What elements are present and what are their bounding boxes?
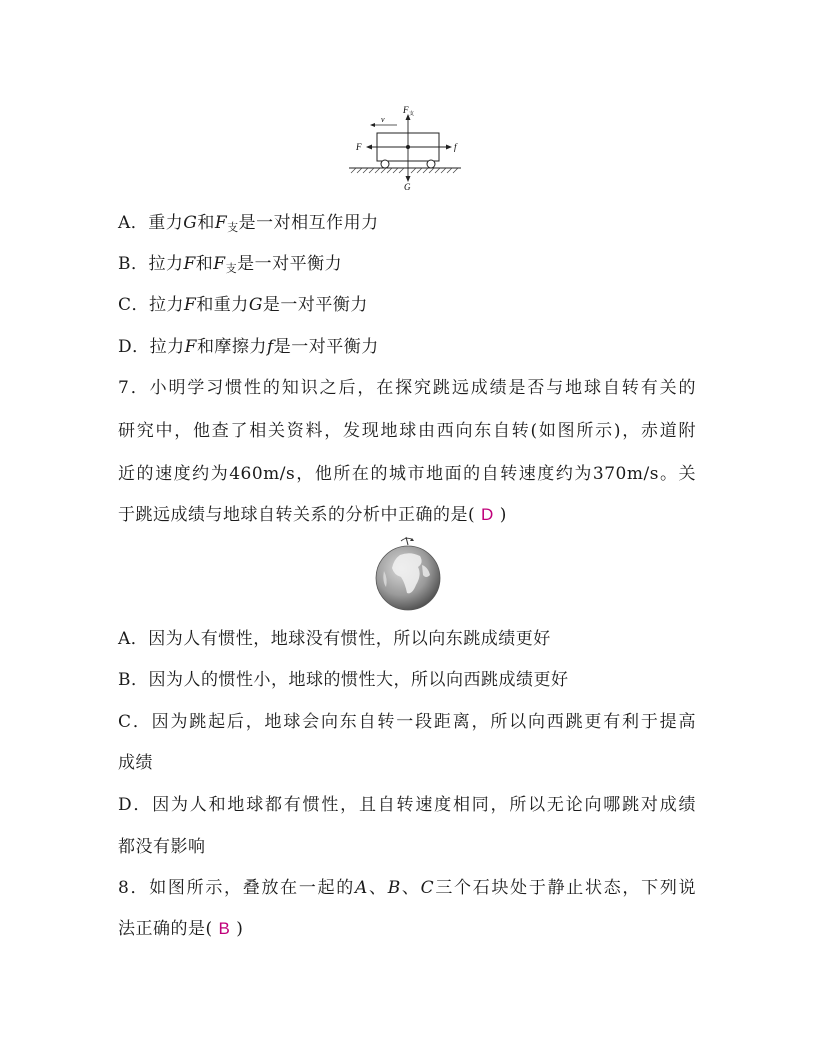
label-gravity: G	[404, 182, 411, 192]
earth-globe	[370, 535, 446, 611]
q7-option-d-line-2: 都没有影响	[118, 837, 206, 857]
label-friction: f	[454, 142, 457, 152]
label-normal-sub: 支	[409, 111, 415, 117]
cart-wheel-right	[427, 160, 435, 168]
q6-option-b: B．拉力F和$F_支$是一对平衡力	[118, 254, 343, 275]
arrow-left-icon	[366, 145, 372, 150]
label-velocity: v	[381, 115, 385, 124]
label-pull: F	[356, 142, 362, 152]
q8-stem-line-2: 法正确的是( B )	[118, 919, 244, 939]
arrow-right-icon	[446, 145, 452, 150]
q7-stem-line-3: 近的速度约为460m/s，他所在的城市地面的自转速度约为370m/s。关	[118, 464, 696, 484]
q7-option-d-line-1: D．因为人和地球都有惯性，且自转速度相同，所以无论向哪跳对成绩	[118, 795, 696, 815]
ground-hatch	[351, 168, 458, 173]
q6-option-d: D．拉力F和摩擦力f是一对平衡力	[118, 337, 379, 357]
q7-option-c-line-1: C．因为跳起后，地球会向东自转一段距离，所以向西跳更有利于提高	[118, 712, 696, 732]
q7-option-b: B．因为人的惯性小，地球的惯性大，所以向西跳成绩更好	[118, 670, 569, 690]
force-diagram	[345, 103, 465, 193]
q7-stem-line-4: 于跳远成绩与地球自转关系的分析中正确的是( D )	[118, 505, 507, 525]
q6-option-a: A．重力G和$F_支$是一对相互作用力	[118, 213, 379, 234]
label-normal-force: F	[403, 105, 409, 115]
q6-option-c: C．拉力F和重力G是一对平衡力	[118, 295, 368, 315]
velocity-arrow-icon	[370, 123, 375, 127]
q8-stem-line-1: 8．如图所示，叠放在一起的A、B、C三个石块处于静止状态，下列说	[118, 878, 697, 898]
q8-answer: B	[218, 919, 231, 938]
q7-option-c-line-2: 成绩	[118, 753, 153, 773]
q7-stem-line-2: 研究中，他查了相关资料，发现地球由西向东自转(如图所示)，赤道附	[118, 421, 696, 441]
q7-option-a: A．因为人有惯性，地球没有惯性，所以向东跳成绩更好	[118, 629, 551, 649]
q7-answer: D	[481, 505, 494, 524]
q7-stem-line-1: 7．小明学习惯性的知识之后，在探究跳远成绩是否与地球自转有关的	[118, 378, 696, 398]
cart-wheel-left	[381, 160, 389, 168]
